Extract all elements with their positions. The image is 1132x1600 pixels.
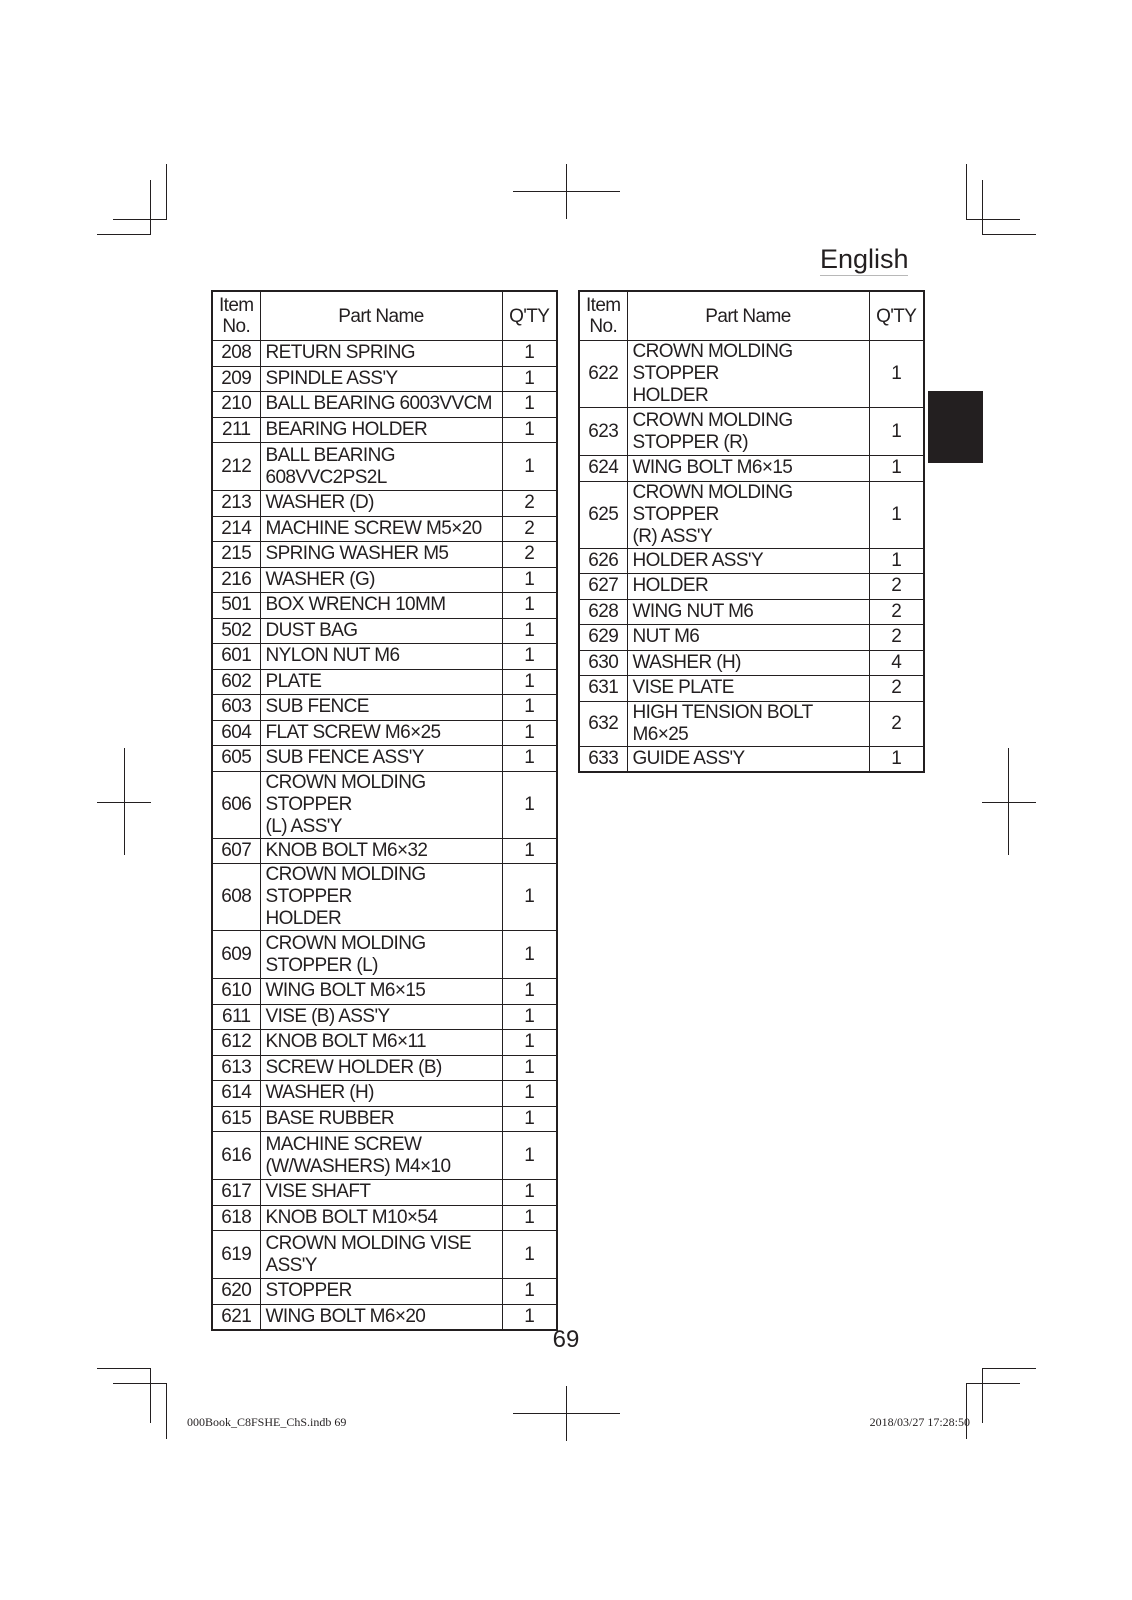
quantity: 1: [502, 1081, 557, 1107]
language-heading: English: [820, 244, 909, 274]
table-row: [579, 481, 924, 548]
part-name: [260, 931, 502, 979]
item-number: 211: [212, 417, 260, 443]
quantity: 1: [502, 669, 557, 695]
quantity: 1: [502, 1304, 557, 1330]
item-number: 608: [212, 864, 260, 931]
part-name: [260, 1180, 502, 1206]
part-name-line: DUST BAG: [265, 619, 358, 641]
part-name: [260, 443, 502, 491]
part-name-line: VISE SHAFT: [265, 1181, 371, 1203]
part-name: [260, 644, 502, 670]
quantity: 1: [502, 720, 557, 746]
table-header-row: [212, 291, 557, 341]
part-name-line: SCREW HOLDER (B): [265, 1056, 442, 1078]
table-row: [212, 443, 557, 491]
part-name-line: HOLDER: [632, 385, 709, 406]
item-number: 615: [212, 1106, 260, 1132]
item-number: 607: [212, 838, 260, 864]
item-number: 604: [212, 720, 260, 746]
table-row: [212, 593, 557, 619]
table-row: [212, 1180, 557, 1206]
table-row: [579, 746, 924, 772]
table-row: [212, 838, 557, 864]
item-no-header: Item No.: [579, 291, 627, 341]
parts-list-table-right: [578, 290, 925, 773]
part-name: [260, 1004, 502, 1030]
part-name: [260, 516, 502, 542]
part-name: [260, 720, 502, 746]
part-name: [627, 676, 869, 702]
part-name-line: HOLDER: [632, 575, 709, 597]
part-name: [260, 1304, 502, 1330]
part-name-line: BALL BEARING: [265, 444, 395, 466]
table-row: [579, 701, 924, 746]
item-number: 605: [212, 746, 260, 772]
crop-mark: [966, 164, 967, 220]
part-name: [627, 456, 869, 482]
part-name-line: HIGH TENSION BOLT M6×25: [632, 701, 813, 745]
section-tab-marker: [928, 391, 983, 463]
part-name-line: WASHER (G): [265, 568, 375, 590]
part-name: [627, 746, 869, 772]
part-name-line: MACHINE SCREW M5×20: [265, 517, 482, 539]
part-name-line: BASE RUBBER: [265, 1107, 395, 1129]
part-name: [260, 695, 502, 721]
quantity: 1: [502, 746, 557, 772]
quantity: 1: [502, 567, 557, 593]
part-name-line: (W/WASHERS) M4×10: [265, 1155, 451, 1177]
quantity: 1: [502, 1180, 557, 1206]
registration-mark: [97, 802, 151, 803]
table-row: [212, 366, 557, 392]
item-number: 628: [579, 599, 627, 625]
table-row: [579, 650, 924, 676]
table-row: [579, 548, 924, 574]
part-name: [627, 599, 869, 625]
parts-list-table-left: [211, 290, 558, 1331]
part-name: [260, 838, 502, 864]
part-name: [260, 746, 502, 772]
item-number: 621: [212, 1304, 260, 1330]
table-row: [212, 669, 557, 695]
item-number: 618: [212, 1205, 260, 1231]
table-row: [212, 1279, 557, 1305]
crop-mark: [97, 1368, 151, 1369]
quantity: 1: [502, 1279, 557, 1305]
quantity: 1: [502, 979, 557, 1005]
item-number: 632: [579, 701, 627, 746]
table-row: [212, 491, 557, 517]
quantity: 1: [869, 481, 924, 548]
part-name: [260, 567, 502, 593]
part-name-line: STOPPER (L): [265, 954, 378, 976]
crop-mark: [966, 1383, 1020, 1384]
crop-mark: [113, 219, 167, 220]
part-name-line: NUT M6: [632, 626, 700, 648]
quantity: 2: [869, 701, 924, 746]
table-row: [579, 574, 924, 600]
part-name-line: WASHER (H): [632, 651, 741, 673]
part-name-line: KNOB BOLT M6×11: [265, 1031, 426, 1053]
part-name: [260, 593, 502, 619]
part-name: [627, 650, 869, 676]
registration-mark: [513, 191, 620, 192]
part-name-line: BEARING HOLDER: [265, 418, 428, 440]
item-number: 609: [212, 931, 260, 979]
part-name-line: STOPPER (R): [632, 431, 749, 453]
part-name: [260, 392, 502, 418]
table-row: [212, 567, 557, 593]
qty-header: Q'TY: [502, 291, 557, 341]
part-name-line: HOLDER: [265, 908, 342, 929]
qty-header: Q'TY: [869, 291, 924, 341]
item-number: 612: [212, 1030, 260, 1056]
item-number: 209: [212, 366, 260, 392]
table-row: [212, 392, 557, 418]
item-number: 210: [212, 392, 260, 418]
crop-mark: [166, 1383, 167, 1439]
part-name-line: STOPPER: [265, 1280, 352, 1302]
quantity: 1: [869, 456, 924, 482]
item-number: 616: [212, 1132, 260, 1180]
item-number: 208: [212, 341, 260, 367]
part-name-line: SUB FENCE ASS'Y: [265, 747, 424, 769]
table-header-row: [579, 291, 924, 341]
quantity: 1: [502, 366, 557, 392]
table-row: [212, 1030, 557, 1056]
quantity: 1: [502, 644, 557, 670]
part-name: [627, 481, 869, 548]
quantity: 1: [869, 746, 924, 772]
item-number: 627: [579, 574, 627, 600]
part-name-line: SUB FENCE: [265, 696, 369, 718]
part-name-line: WASHER (H): [265, 1082, 374, 1104]
part-name-line: BOX WRENCH 10MM: [265, 594, 446, 616]
quantity: 1: [502, 695, 557, 721]
item-number: 212: [212, 443, 260, 491]
quantity: 2: [502, 542, 557, 568]
table-row: [212, 1106, 557, 1132]
part-name-line: 608VVC2PS2L: [265, 466, 387, 488]
part-name: [627, 625, 869, 651]
part-name-line: CROWN MOLDING STOPPER: [265, 771, 426, 815]
table-row: [579, 408, 924, 456]
part-name: [260, 771, 502, 838]
part-name: [260, 341, 502, 367]
crop-mark: [966, 1383, 967, 1439]
part-name-line: KNOB BOLT M6×32: [265, 839, 428, 861]
part-name-line: RETURN SPRING: [265, 342, 415, 364]
item-number: 502: [212, 618, 260, 644]
table-row: [579, 456, 924, 482]
item-number: 629: [579, 625, 627, 651]
part-name-line: ASS'Y: [265, 1254, 317, 1276]
item-number: 215: [212, 542, 260, 568]
quantity: 1: [502, 1030, 557, 1056]
item-number: 617: [212, 1180, 260, 1206]
part-name-line: KNOB BOLT M10×54: [265, 1206, 438, 1228]
print-slug-filename: 000Book_C8FSHE_ChS.indb 69: [187, 1415, 347, 1429]
quantity: 1: [502, 838, 557, 864]
part-name-line: VISE (B) ASS'Y: [265, 1005, 390, 1027]
quantity: 1: [502, 443, 557, 491]
part-name-header: Part Name: [260, 291, 502, 341]
part-name-line: VISE PLATE: [632, 677, 734, 699]
item-number: 622: [579, 341, 627, 408]
part-name: [260, 1106, 502, 1132]
part-name: [627, 701, 869, 746]
part-name-line: WASHER (D): [265, 492, 374, 514]
table-row: [212, 864, 557, 931]
part-name: [260, 618, 502, 644]
part-name: [260, 979, 502, 1005]
quantity: 2: [502, 491, 557, 517]
part-name-header: Part Name: [627, 291, 869, 341]
quantity: 2: [869, 574, 924, 600]
item-number: 631: [579, 676, 627, 702]
part-name-line: GUIDE ASS'Y: [632, 747, 745, 769]
part-name: [260, 864, 502, 931]
table-row: [579, 341, 924, 408]
part-name: [260, 491, 502, 517]
table-row: [579, 676, 924, 702]
table-row: [212, 931, 557, 979]
page-number: 69: [552, 1326, 580, 1353]
quantity: 1: [502, 1004, 557, 1030]
quantity: 1: [502, 618, 557, 644]
table-row: [212, 1231, 557, 1279]
table-row: [212, 542, 557, 568]
item-number: 603: [212, 695, 260, 721]
table-row: [212, 417, 557, 443]
table-row: [212, 618, 557, 644]
part-name-line: HOLDER ASS'Y: [632, 549, 764, 571]
table-row: [212, 1055, 557, 1081]
item-number: 613: [212, 1055, 260, 1081]
item-number: 619: [212, 1231, 260, 1279]
quantity: 1: [502, 931, 557, 979]
part-name: [627, 548, 869, 574]
crop-mark: [150, 180, 151, 235]
print-slug-timestamp: 2018/03/27 17:28:50: [869, 1415, 970, 1429]
table-row: [579, 599, 924, 625]
part-name: [627, 574, 869, 600]
part-name-line: BALL BEARING 6003VVCM: [265, 393, 492, 415]
item-number: 501: [212, 593, 260, 619]
part-name: [260, 366, 502, 392]
table-row: [212, 720, 557, 746]
part-name-line: CROWN MOLDING: [265, 932, 426, 954]
part-name-line: WING BOLT M6×15: [265, 980, 426, 1002]
part-name: [627, 408, 869, 456]
item-number: 625: [579, 481, 627, 548]
crop-mark: [982, 180, 983, 235]
item-number: 213: [212, 491, 260, 517]
item-number: 216: [212, 567, 260, 593]
table-row: [212, 695, 557, 721]
part-name-line: MACHINE SCREW: [265, 1133, 422, 1155]
item-number: 630: [579, 650, 627, 676]
table-row: [212, 1205, 557, 1231]
item-number: 626: [579, 548, 627, 574]
part-name-line: CROWN MOLDING: [632, 409, 793, 431]
item-number: 623: [579, 408, 627, 456]
table-row: [212, 644, 557, 670]
part-name-line: SPINDLE ASS'Y: [265, 367, 398, 389]
registration-mark: [982, 802, 1036, 803]
quantity: 2: [502, 516, 557, 542]
registration-mark: [513, 1413, 620, 1414]
item-number: 602: [212, 669, 260, 695]
table-row: [212, 1132, 557, 1180]
part-name: [260, 1081, 502, 1107]
item-number: 614: [212, 1081, 260, 1107]
part-name-line: PLATE: [265, 670, 322, 692]
part-name: [260, 1205, 502, 1231]
quantity: 1: [502, 392, 557, 418]
table-row: [212, 746, 557, 772]
quantity: 1: [502, 1205, 557, 1231]
item-number: 214: [212, 516, 260, 542]
part-name: [260, 417, 502, 443]
table-row: [212, 771, 557, 838]
quantity: 1: [502, 1231, 557, 1279]
table-row: [212, 341, 557, 367]
table-row: [212, 516, 557, 542]
part-name: [260, 669, 502, 695]
quantity: 2: [869, 676, 924, 702]
part-name-line: WING NUT M6: [632, 600, 754, 622]
part-name-line: WING BOLT M6×20: [265, 1305, 426, 1327]
item-number: 606: [212, 771, 260, 838]
table-row: [579, 625, 924, 651]
crop-mark: [982, 234, 1036, 235]
quantity: 1: [502, 341, 557, 367]
part-name-line: WING BOLT M6×15: [632, 457, 793, 479]
crop-mark: [97, 234, 151, 235]
quantity: 1: [869, 341, 924, 408]
part-name-line: CROWN MOLDING STOPPER: [632, 341, 793, 384]
quantity: 2: [869, 625, 924, 651]
part-name: [260, 1279, 502, 1305]
part-name: [627, 341, 869, 408]
part-name-line: (L) ASS'Y: [265, 815, 342, 837]
quantity: 1: [502, 417, 557, 443]
part-name-line: (R) ASS'Y: [632, 525, 713, 547]
part-name-line: CROWN MOLDING VISE: [265, 1232, 472, 1254]
quantity: 1: [502, 1055, 557, 1081]
table-row: [212, 1304, 557, 1330]
item-number: 633: [579, 746, 627, 772]
part-name: [260, 1132, 502, 1180]
part-name: [260, 1231, 502, 1279]
crop-mark: [113, 1383, 167, 1384]
table-row: [212, 979, 557, 1005]
part-name: [260, 542, 502, 568]
part-name-line: NYLON NUT M6: [265, 645, 400, 667]
quantity: 1: [502, 771, 557, 838]
item-number: 601: [212, 644, 260, 670]
crop-mark: [150, 1368, 151, 1423]
quantity: 4: [869, 650, 924, 676]
quantity: 1: [502, 864, 557, 931]
part-name-line: SPRING WASHER M5: [265, 543, 449, 565]
item-number: 610: [212, 979, 260, 1005]
item-number: 611: [212, 1004, 260, 1030]
quantity: 1: [502, 1106, 557, 1132]
crop-mark: [166, 164, 167, 220]
crop-mark: [966, 219, 1020, 220]
quantity: 2: [869, 599, 924, 625]
quantity: 1: [869, 548, 924, 574]
part-name-line: FLAT SCREW M6×25: [265, 721, 441, 743]
quantity: 1: [502, 593, 557, 619]
part-name-line: CROWN MOLDING STOPPER: [632, 481, 793, 525]
quantity: 1: [869, 408, 924, 456]
crop-mark: [982, 1368, 983, 1423]
part-name: [260, 1055, 502, 1081]
table-row: [212, 1004, 557, 1030]
part-name-line: CROWN MOLDING STOPPER: [265, 864, 426, 907]
table-row: [212, 1081, 557, 1107]
item-no-header: Item No.: [212, 291, 260, 341]
item-number: 620: [212, 1279, 260, 1305]
part-name: [260, 1030, 502, 1056]
item-number: 624: [579, 456, 627, 482]
crop-mark: [982, 1368, 1036, 1369]
quantity: 1: [502, 1132, 557, 1180]
